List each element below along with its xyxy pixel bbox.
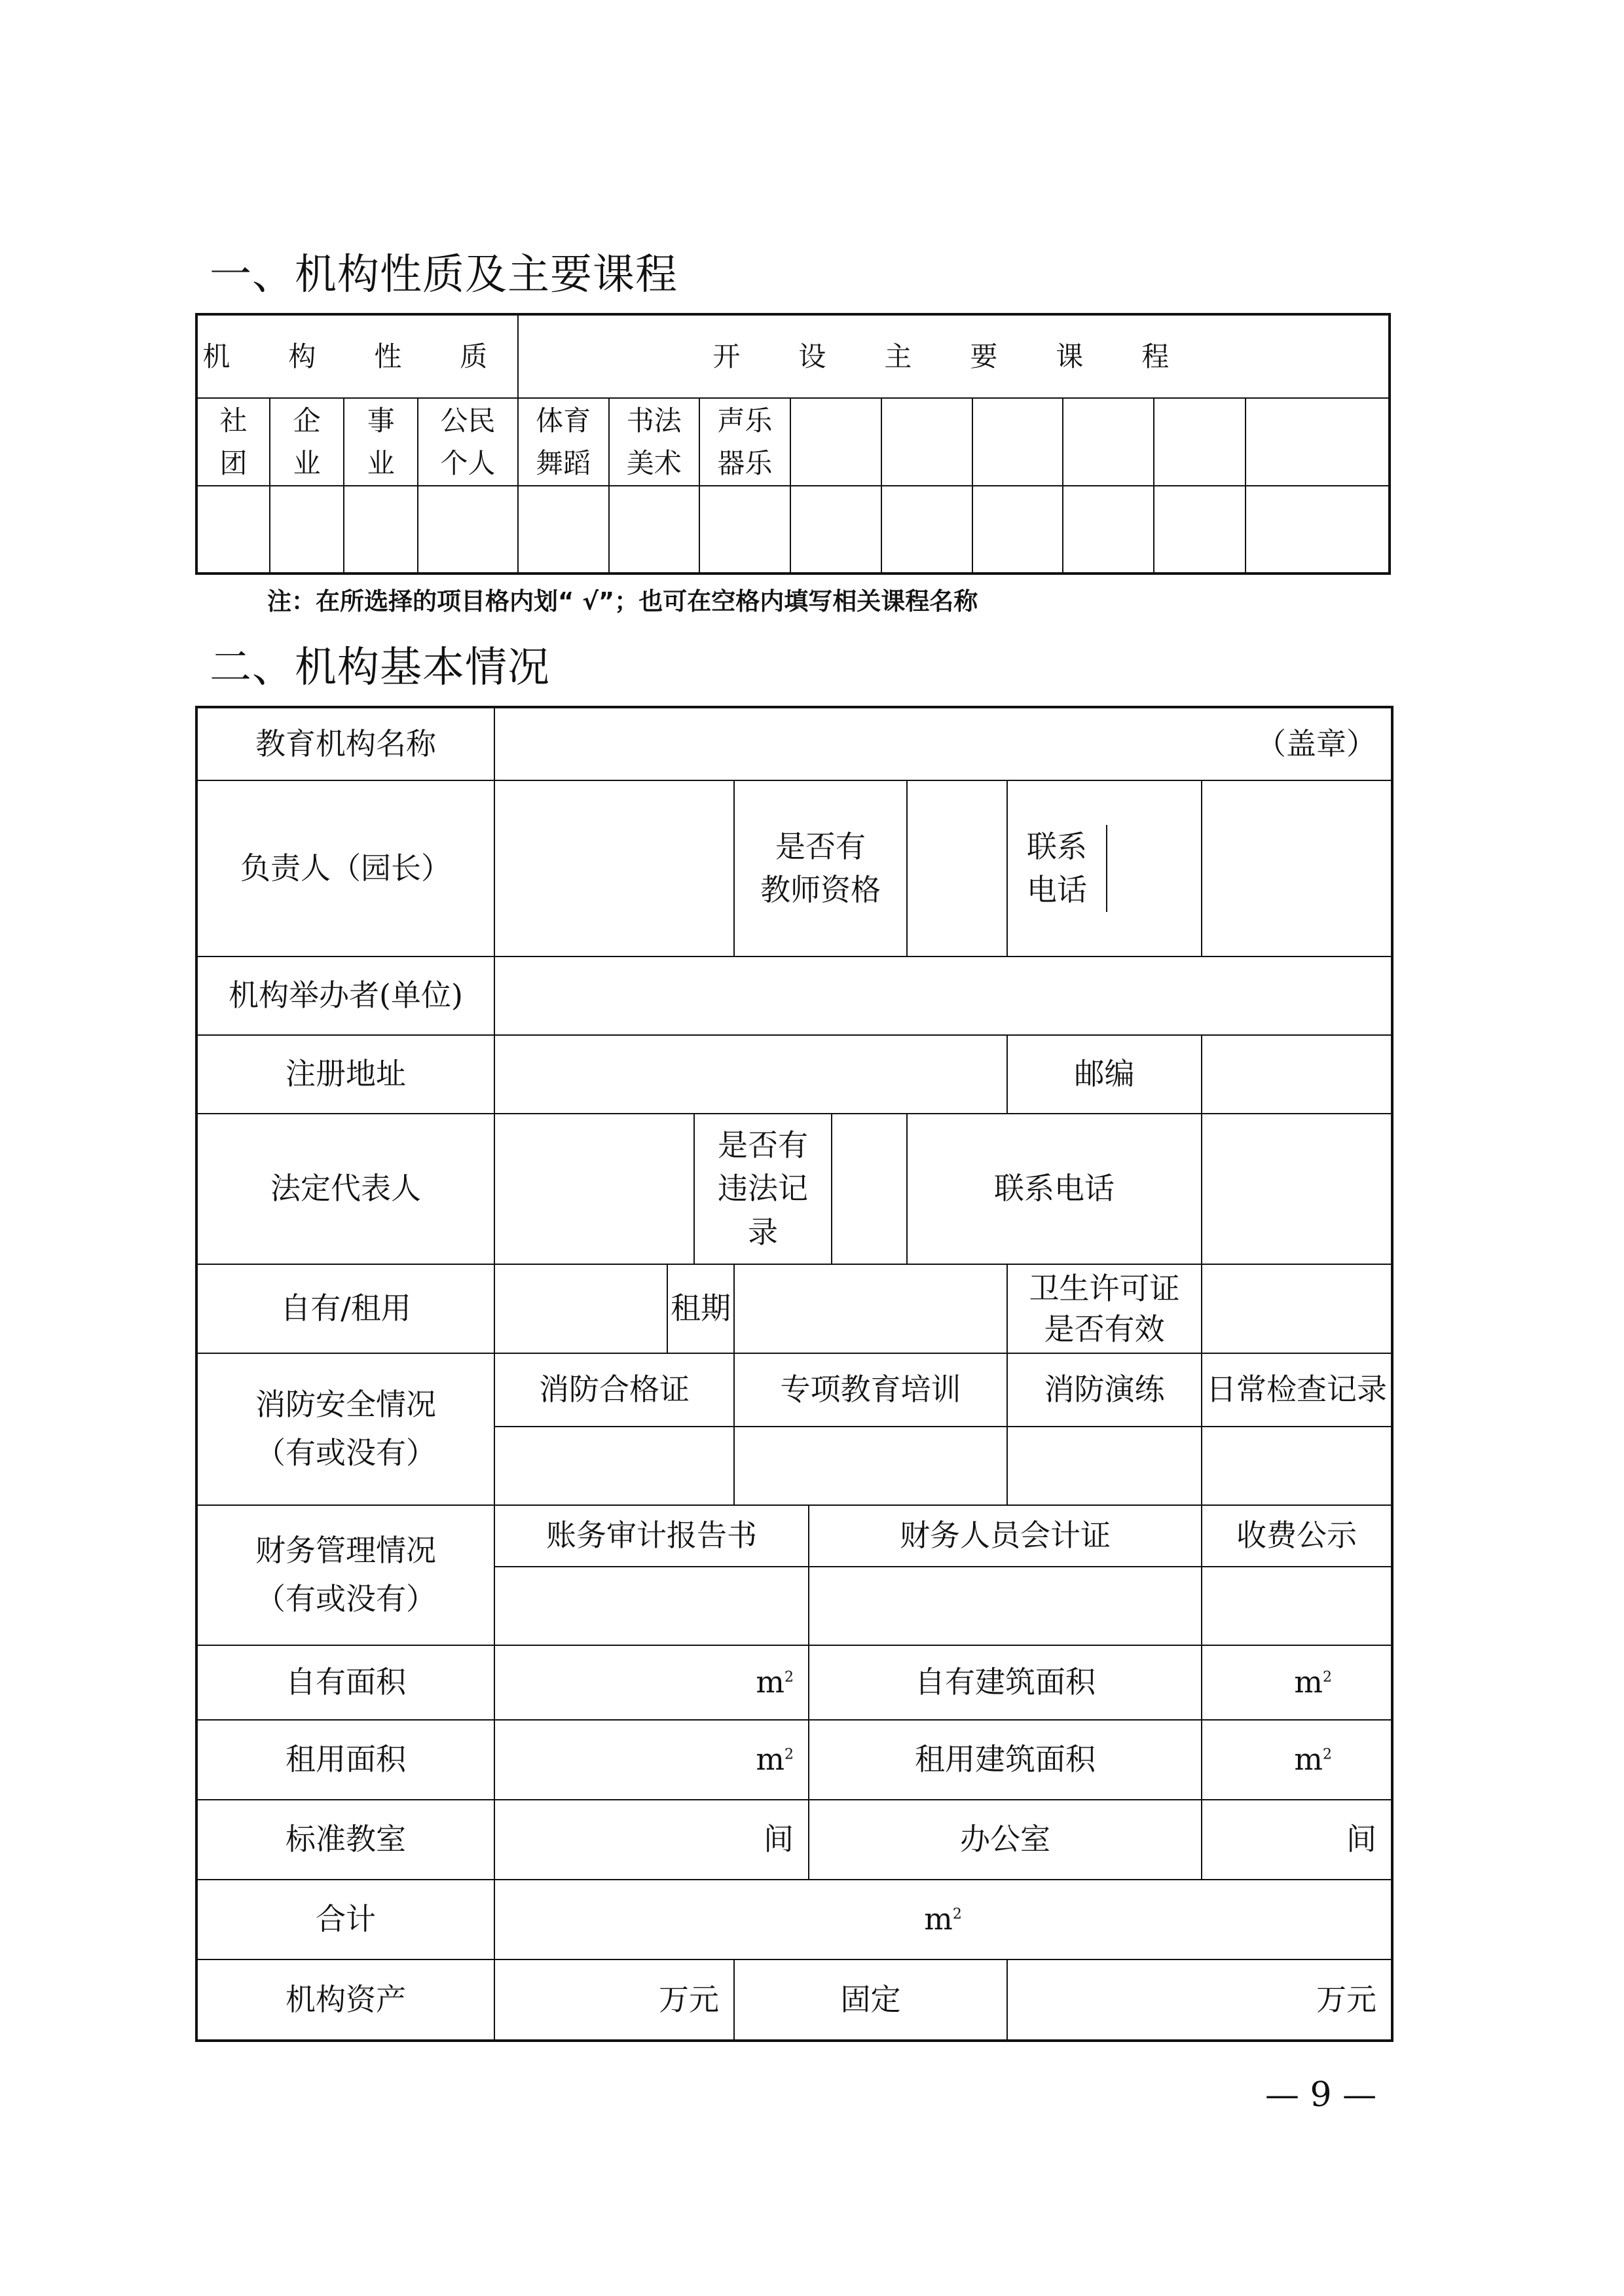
teacher-qual-field[interactable]: [907, 780, 1007, 957]
basic-info-table: [195, 706, 1393, 2042]
check-cell[interactable]: [881, 486, 972, 574]
course-option-music: 声乐 器乐: [699, 398, 790, 486]
legal-rep-label: 法定代表人: [196, 1114, 494, 1264]
course-blank-cell[interactable]: [1063, 398, 1154, 486]
nature-courses-table: [195, 313, 1391, 575]
section2-heading: 二、机构基本情况: [210, 644, 550, 692]
health-permit-label: 卫生许可证 是否有效: [1007, 1264, 1202, 1353]
own-rent-label: 自有/租用: [196, 1264, 494, 1353]
sponsor-field[interactable]: [494, 957, 1392, 1035]
check-cell[interactable]: [418, 486, 517, 574]
special-training-field[interactable]: [734, 1427, 1007, 1505]
address-label: 注册地址: [196, 1035, 494, 1114]
check-cell[interactable]: [972, 486, 1063, 574]
own-area-label: 自有面积: [196, 1645, 494, 1720]
address-field[interactable]: [494, 1035, 1007, 1114]
rent-building-field[interactable]: $m^2$: [1202, 1720, 1392, 1800]
rent-area-label: 租用面积: [196, 1720, 494, 1800]
course-option-sports-dance: 体育 舞蹈: [518, 398, 609, 486]
phone-field[interactable]: [1107, 825, 1201, 912]
office-field[interactable]: 间: [1202, 1800, 1392, 1880]
violation-cell: [694, 1114, 907, 1264]
fire-cert-label: 消防合格证: [494, 1353, 734, 1427]
check-cell[interactable]: [344, 486, 418, 574]
fixed-label: 固定: [734, 1959, 1007, 2041]
own-building-field[interactable]: $m^2$: [1202, 1645, 1392, 1720]
audit-report-field[interactable]: [494, 1567, 809, 1645]
accountant-cert-field[interactable]: [809, 1567, 1202, 1645]
total-label: 合计: [196, 1880, 494, 1959]
phone-field-ext[interactable]: [1202, 780, 1392, 957]
seal-text: （盖章）: [1256, 726, 1376, 762]
check-cell[interactable]: [1063, 486, 1154, 574]
course-blank-cell[interactable]: [1246, 398, 1390, 486]
course-blank-cell[interactable]: [881, 398, 972, 486]
check-cell[interactable]: [196, 486, 270, 574]
check-cell[interactable]: [699, 486, 790, 574]
fire-drill-field[interactable]: [1007, 1427, 1202, 1505]
legal-phone-field[interactable]: [1202, 1114, 1392, 1264]
nature-option-enterprise: 企 业: [270, 398, 344, 486]
lease-label: 租期: [667, 1264, 734, 1353]
fire-cert-field[interactable]: [494, 1427, 734, 1505]
daily-check-label: 日常检查记录: [1202, 1353, 1392, 1427]
own-building-label: 自有建筑面积: [809, 1645, 1202, 1720]
page-number: — 9 —: [1265, 2075, 1377, 2115]
rent-area-field[interactable]: $m^2$: [494, 1720, 809, 1800]
nature-option-club: 社 团: [196, 398, 270, 486]
nature-header: 机 构 性 质: [196, 314, 518, 398]
rent-building-label: 租用建筑面积: [809, 1720, 1202, 1800]
assets-field[interactable]: 万元: [494, 1959, 734, 2041]
check-cell[interactable]: [270, 486, 344, 574]
nature-option-individual: 公民 个人: [418, 398, 517, 486]
health-permit-field[interactable]: [1202, 1264, 1392, 1353]
check-cell[interactable]: [1246, 486, 1390, 574]
classroom-label: 标准教室: [196, 1800, 494, 1880]
daily-check-field[interactable]: [1202, 1427, 1392, 1505]
course-blank-cell[interactable]: [1154, 398, 1245, 486]
phone-cell: [1007, 780, 1202, 957]
selection-note: 注：在所选择的项目格内划“ √”；也可在空格内填写相关课程名称: [267, 587, 978, 615]
total-field[interactable]: $m^2$: [494, 1880, 1392, 1959]
course-blank-cell[interactable]: [972, 398, 1063, 486]
violation-label: 是否有 违法记 录: [695, 1114, 832, 1264]
assets-label: 机构资产: [196, 1959, 494, 2041]
name-label: 教育机构名称: [196, 707, 494, 780]
principal-label: 负责人（园长）: [196, 780, 494, 957]
teacher-qual-label: 是否有 教师资格: [734, 780, 907, 957]
check-cell[interactable]: [1154, 486, 1245, 574]
legal-phone-label: 联系电话: [907, 1114, 1202, 1264]
office-label: 办公室: [809, 1800, 1202, 1880]
lease-field[interactable]: [734, 1264, 1007, 1353]
violation-field[interactable]: [832, 1114, 906, 1264]
check-cell[interactable]: [790, 486, 881, 574]
fixed-field[interactable]: 万元: [1007, 1959, 1392, 2041]
special-training-label: 专项教育培训: [734, 1353, 1007, 1427]
fee-disclosure-field[interactable]: [1202, 1567, 1392, 1645]
fee-disclosure-label: 收费公示: [1202, 1505, 1392, 1567]
phone-label-short: 联系 电话: [1008, 825, 1107, 912]
own-area-field[interactable]: $m^2$: [494, 1645, 809, 1720]
fire-safety-label: 消防安全情况 （有或没有）: [196, 1353, 494, 1505]
course-option-calligraphy-art: 书法 美术: [609, 398, 699, 486]
classroom-field[interactable]: 间: [494, 1800, 809, 1880]
courses-header: 开 设 主 要 课 程: [518, 314, 1390, 398]
check-cell[interactable]: [518, 486, 609, 574]
principal-field[interactable]: [494, 780, 734, 957]
accountant-cert-label: 财务人员会计证: [809, 1505, 1202, 1567]
legal-rep-field[interactable]: [494, 1114, 694, 1264]
name-field[interactable]: [494, 707, 1392, 780]
finance-label: 财务管理情况 （有或没有）: [196, 1505, 494, 1645]
nature-option-public-institution: 事 业: [344, 398, 418, 486]
check-cell[interactable]: [609, 486, 699, 574]
fire-drill-label: 消防演练: [1007, 1353, 1202, 1427]
own-rent-field[interactable]: [494, 1264, 667, 1353]
postcode-label: 邮编: [1007, 1035, 1202, 1114]
sponsor-label: 机构举办者(单位): [196, 957, 494, 1035]
postcode-field[interactable]: [1202, 1035, 1392, 1114]
section1-heading: 一、机构性质及主要课程: [210, 251, 678, 299]
audit-report-label: 账务审计报告书: [494, 1505, 809, 1567]
course-blank-cell[interactable]: [790, 398, 881, 486]
